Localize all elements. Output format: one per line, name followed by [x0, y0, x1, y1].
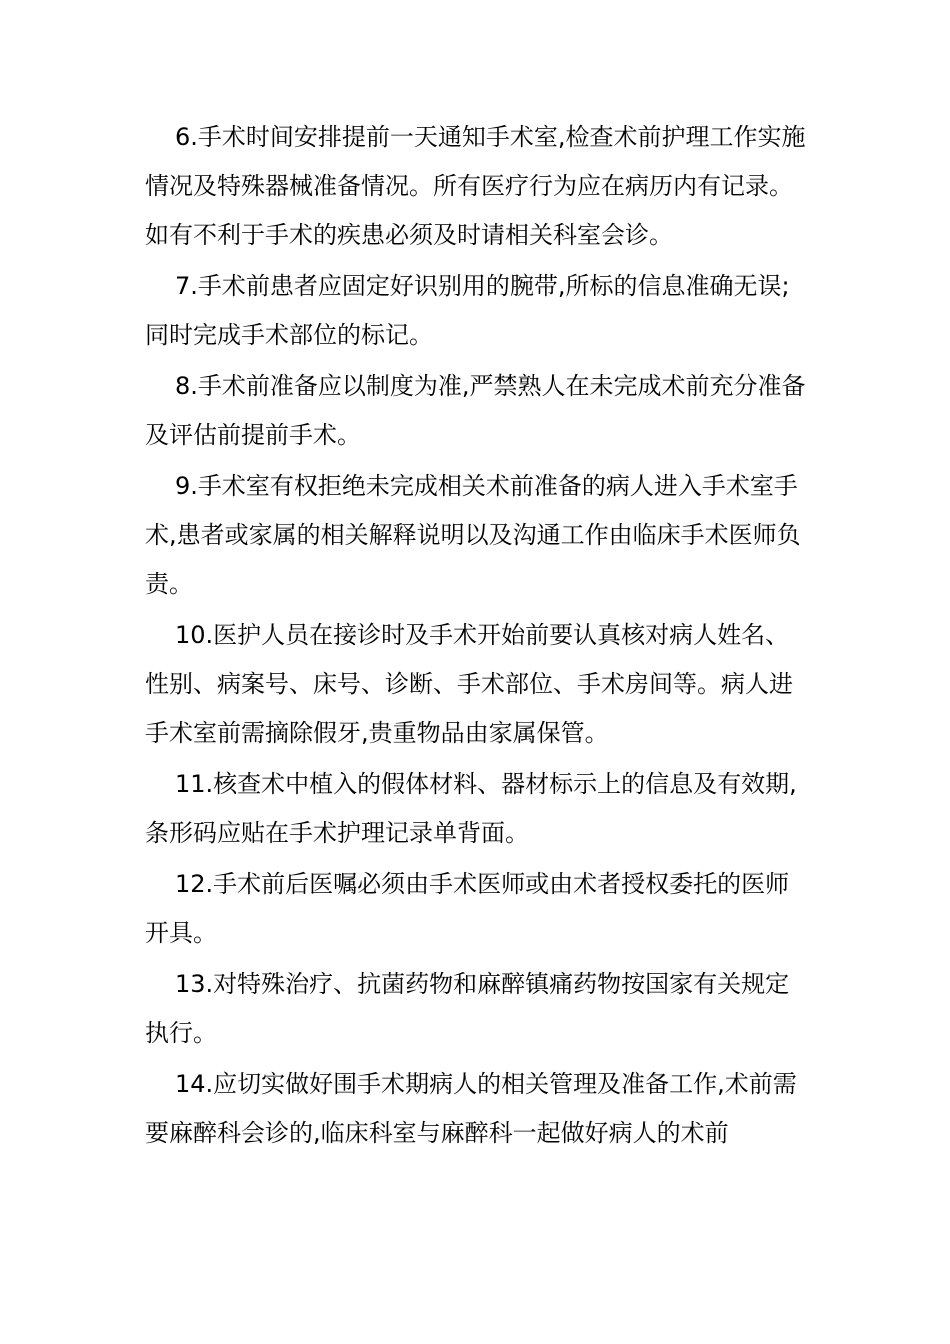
paragraph-item-12: 12.手术前后医嘱必须由手术医师或由术者授权委托的医师开具。 [145, 870, 790, 947]
paragraph-item-10: 10.医护人员在接诊时及手术开始前要认真核对病人姓名、性别、病案号、床号、诊断、手术部位、手术房间等。病人进手术室前需摘除假牙,贵重物品由家属保管。 [145, 621, 793, 747]
paragraph-item-6: 6.手术时间安排提前一天通知手术室,检查术前护理工作实施情况及特殊器械准备情况。所有医疗行为应在病历内有记录。如有不利于手术的疾患必须及时请相关科室会诊。 [145, 123, 806, 249]
paragraph-item-11: 11.核查术中植入的假体材料、器材标示上的信息及有效期,条形码应贴在手术护理记录单背面。 [145, 770, 797, 847]
paragraph-item-13: 13.对特殊治疗、抗菌药物和麻醉镇痛药物按国家有关规定执行。 [145, 970, 790, 1047]
paragraph-item-9: 9.手术室有权拒绝未完成相关术前准备的病人进入手术室手术,患者或家属的相关解释说明以及沟通工作由临床手术医师负责。 [145, 472, 801, 598]
paragraph-item-14: 14.应切实做好围手术期病人的相关管理及准备工作,术前需要麻醉科会诊的,临床科室与麻醉科一起做好病人的术前 [145, 1070, 797, 1147]
paragraph-item-7: 7.手术前患者应固定好识别用的腕带,所标的信息准确无误;同时完成手术部位的标记。 [145, 272, 790, 349]
paragraph-item-8: 8.手术前准备应以制度为准,严禁熟人在未完成术前充分准备及评估前提前手术。 [145, 372, 806, 449]
document-body [145, 113, 810, 1158]
